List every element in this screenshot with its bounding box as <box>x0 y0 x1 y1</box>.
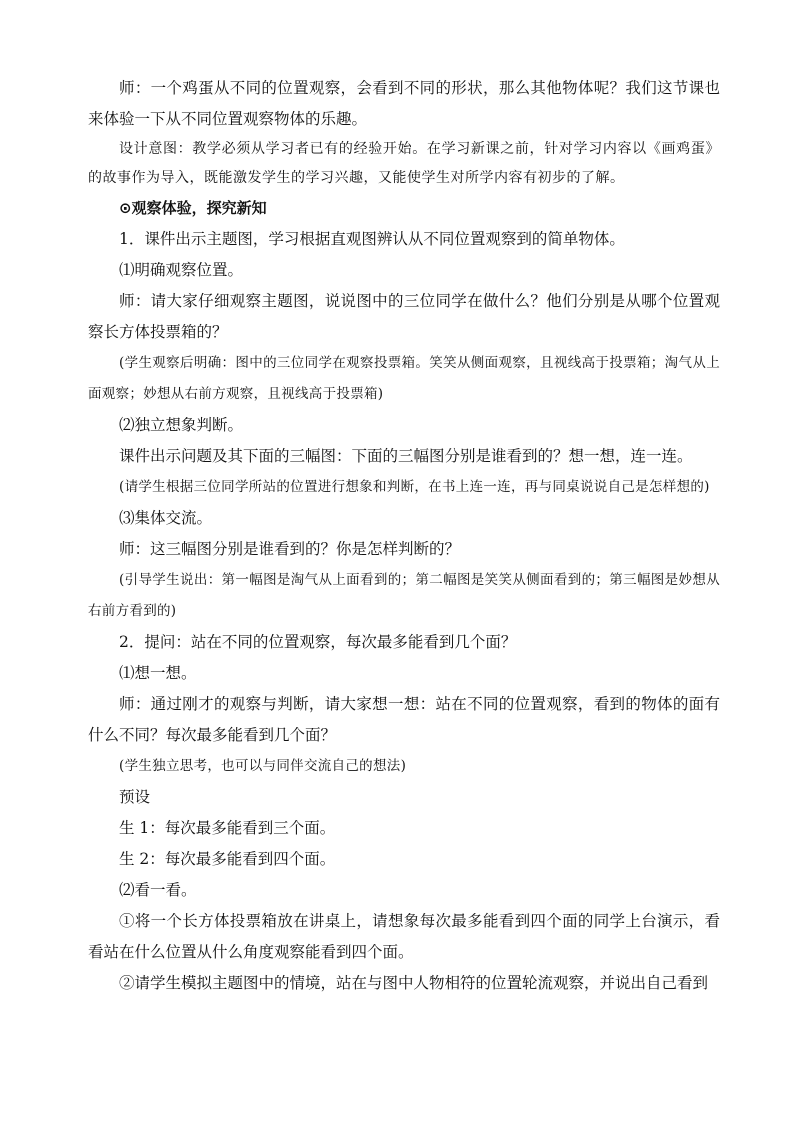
substep-1-3: ⑶集体交流。 <box>119 509 213 527</box>
design-intent-paragraph: 设计意图：教学必须从学习者已有的经验开始。在学习新课之前，针对学习内容以《画鸡蛋》的故事作为导入，既能激发学生的学习兴趣，又能使学生对所学内容有初步的了解。 <box>88 141 720 186</box>
demo-instruction-2: ②请学生模拟主题图中的情境，站在与图中人物相符的位置轮流观察，并说出自己看到 <box>119 974 709 992</box>
section-heading: ⊙观察体验，探究新知 <box>119 199 267 217</box>
teacher-question-paragraph: 师：请大家仔细观察主题图，说说图中的三位同学在做什么？他们分别是从哪个位置观察长方体投票箱的？ <box>88 292 720 341</box>
step-1-paragraph: 1．课件出示主题图，学习根据直观图辨认从不同位置观察到的简单物体。 <box>119 230 625 248</box>
guide-answer-note: (引导学生说出：第一幅图是淘气从上面看到的；第二幅图是笑笑从侧面看到的；第三幅图是妙想从右前方看到的) <box>88 572 720 619</box>
preset-label: 预设 <box>119 788 151 806</box>
teacher-intro-paragraph: 师：一个鸡蛋从不同的位置观察，会看到不同的形状，那么其他物体呢？我们这节课也来体验一下从不同位置观察物体的乐趣。 <box>88 79 720 128</box>
student-1-answer: 生 1：每次最多能看到三个面。 <box>119 819 336 837</box>
independent-thinking-note: (学生独立思考，也可以与同伴交流自己的想法) <box>119 758 407 774</box>
substep-1-2: ⑵独立想象判断。 <box>119 416 244 434</box>
substep-1-1: ⑴明确观察位置。 <box>119 261 244 279</box>
student-observation-note: (学生观察后明确：图中的三位同学在观察投票箱。笑笑从侧面观察，且视线高于投票箱；淘气从上面观察；妙想从右前方观察，且视线高于投票箱) <box>88 355 720 402</box>
demo-instruction-1: ①将一个长方体投票箱放在讲桌上，请想象每次最多能看到四个面的同学上台演示，看看站在什么位置从什么角度观察能看到四个面。 <box>88 912 720 961</box>
document-body <box>88 73 720 999</box>
teacher-think-paragraph: 师：通过刚才的观察与判断，请大家想一想：站在不同的位置观察，看到的物体的面有什么不同？每次最多能看到几个面？ <box>88 695 720 744</box>
step-2-paragraph: 2．提问：站在不同的位置观察，每次最多能看到几个面？ <box>119 633 517 651</box>
substep-2-2: ⑵看一看。 <box>119 881 197 899</box>
courseware-question-paragraph: 课件出示问题及其下面的三幅图：下面的三幅图分别是谁看到的？想一想，连一连。 <box>119 447 693 465</box>
substep-2-1: ⑴想一想。 <box>119 664 197 682</box>
teacher-followup-paragraph: 师：这三幅图分别是谁看到的？你是怎样判断的？ <box>119 540 461 558</box>
student-2-answer: 生 2：每次最多能看到四个面。 <box>119 850 336 868</box>
student-judgement-note: (请学生根据三位同学所站的位置进行想象和判断，在书上连一连，再与同桌说说自己是怎样想的) <box>119 479 710 495</box>
